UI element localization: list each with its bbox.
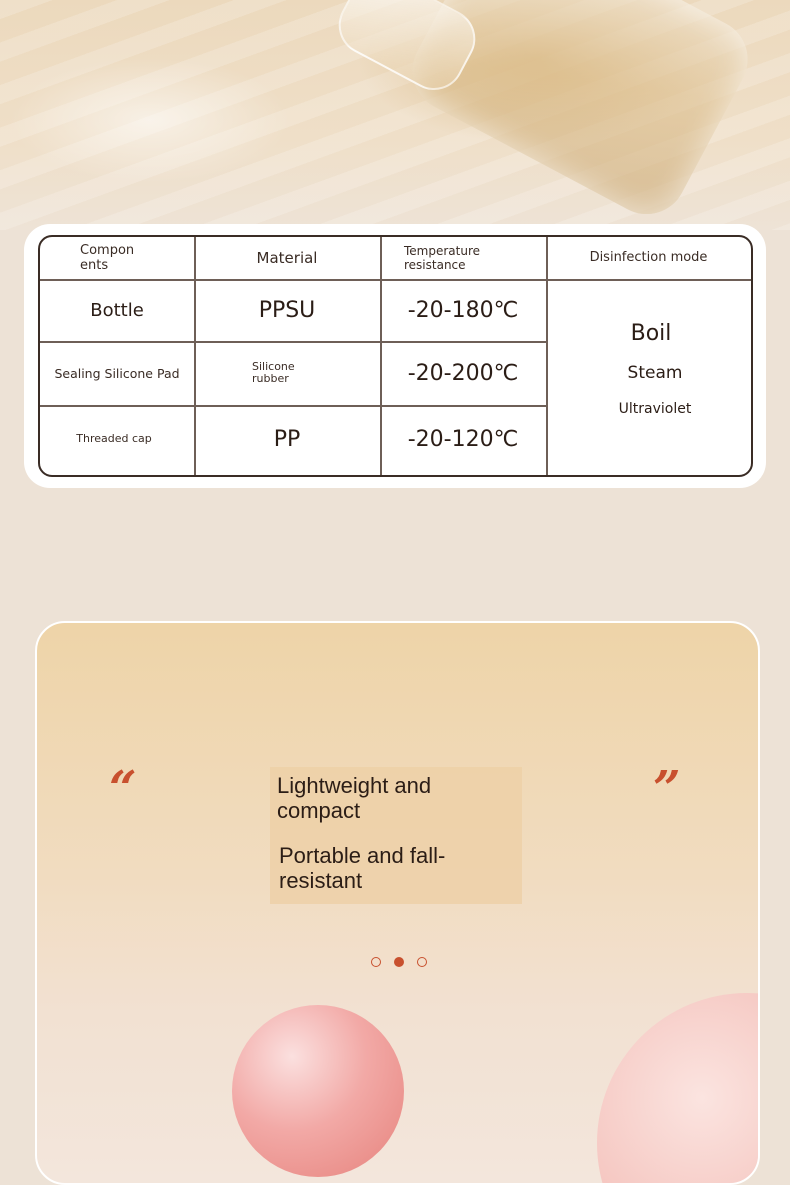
- row-bottle-temperature: -20-180℃: [407, 297, 519, 323]
- mode-ultraviolet: Ultraviolet: [618, 401, 692, 417]
- feature-text-box: [270, 767, 522, 904]
- carousel-dots: [371, 957, 427, 967]
- carousel-dot-1[interactable]: [371, 957, 381, 967]
- header-components-line2: ents: [80, 258, 109, 273]
- header-components: [80, 237, 154, 279]
- pink-sphere: [232, 1005, 404, 1177]
- close-quote-icon: ”: [653, 761, 681, 817]
- header-disinfection: Disinfection mode: [589, 250, 708, 265]
- disinfection-modes: [546, 279, 751, 475]
- mode-boil: Boil: [630, 321, 672, 346]
- pink-sphere-large: [597, 993, 760, 1185]
- header-components-line1: Compon: [80, 243, 135, 258]
- row-cap-material: PP: [273, 426, 301, 452]
- row-cap-temperature: -20-120℃: [407, 426, 519, 452]
- spec-table: [38, 235, 753, 477]
- header-temperature: [404, 237, 544, 279]
- feature-line-lightweight: Lightweight and compact: [277, 773, 432, 823]
- carousel-dot-3[interactable]: [417, 957, 427, 967]
- row-pad-material-line1: Silicone: [252, 360, 295, 373]
- row-pad-temperature: -20-200℃: [407, 360, 519, 386]
- hero-photo: [0, 0, 790, 230]
- header-material: Material: [256, 249, 318, 267]
- carousel-dot-2[interactable]: [394, 957, 404, 967]
- mode-steam: Steam: [627, 363, 683, 383]
- row-bottle-component: Bottle: [90, 299, 144, 321]
- open-quote-icon: “: [109, 761, 137, 817]
- feature-line-portable: Portable and fall-resistant: [279, 843, 446, 893]
- header-temperature-line2: resistance: [404, 258, 466, 272]
- spec-table-card: [24, 224, 766, 488]
- row-cap-component: Threaded cap: [76, 432, 152, 445]
- row-pad-component: Sealing Silicone Pad: [54, 365, 180, 381]
- row-pad-material-line2: rubber: [252, 372, 289, 385]
- header-temperature-line1: Temperature: [404, 244, 481, 258]
- row-pad-material: [252, 341, 372, 405]
- feature-banner: [35, 621, 760, 1185]
- row-bottle-material: PPSU: [258, 297, 316, 323]
